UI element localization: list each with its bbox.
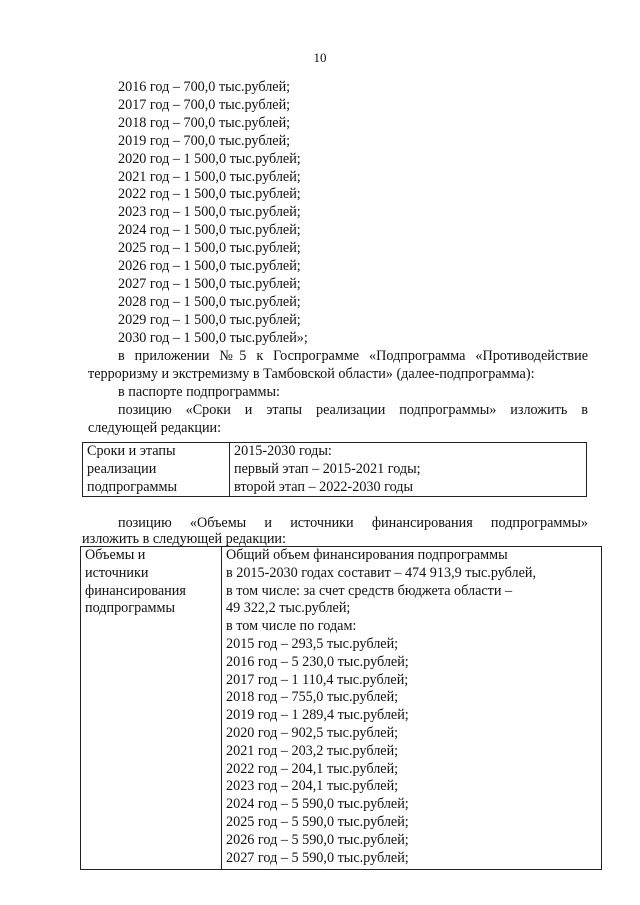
year-line: 2016 год – 700,0 тыс.рублей; — [118, 79, 291, 95]
year-line: 2020 год – 1 500,0 тыс.рублей; — [118, 150, 301, 167]
year-line: 2026 год – 1 500,0 тыс.рублей; — [118, 258, 301, 275]
appendix-paragraph-line1: в приложении №5 к Госпрограмме «Подпрограмма «Противодействие — [118, 348, 588, 364]
position2-paragraph-line1: позицию «Объемы и источники финансирования подпрограммы» — [118, 515, 588, 531]
table-cell-label: Сроки и этапы реализации подпрограммы — [83, 443, 230, 497]
year-line: 2025 год – 1 500,0 тыс.рублей; — [118, 240, 301, 257]
year-line: 2024 год – 1 500,0 тыс.рублей; — [118, 222, 301, 239]
table-row — [81, 547, 602, 870]
year-line: 2030 год – 1 500,0 тыс.рублей»; — [118, 329, 308, 346]
position1-paragraph-line1: позицию «Сроки и этапы реализации подпрограммы» изложить в — [118, 402, 588, 418]
appendix-paragraph-line2: терроризму и экстремизму в Тамбовской области» (далее-подпрограмма): — [88, 366, 535, 382]
year-line: 2023 год – 1 500,0 тыс.рублей; — [118, 204, 301, 221]
table-cell-value: Общий объем финансирования подпрограммы в 2015-2030 годах составит – 474 913,9 тыс.рублей, в том числе: за счет средств бюджета области – 49 322,2 тыс.рублей; в том числе по годам: 2015 год – 293,5 тыс.рублей; 2016 год – 5 230,0 тыс.рублей; 2017 год – 1 110,4 тыс.рублей; 2018 год – 755,0 тыс.рублей; 2019 год – 1 289,4 тыс.рублей; 2020 год – 902,5 тыс.рублей; 2021 год – 203,2 тыс.рублей; 2022 год – 204,1 тыс.рублей; 2023 год – 204,1 тыс.рублей; 2024 год – 5 590,0 тыс.рублей; 2025 год – 5 590,0 тыс.рублей; 2026 год – 5 590,0 тыс.рублей; 2027 год – 5 590,0 тыс.рублей; — [222, 547, 602, 870]
terms-stages-table — [82, 442, 587, 497]
year-line: 2029 год – 1 500,0 тыс.рублей; — [118, 311, 301, 328]
year-line: 2027 год – 1 500,0 тыс.рублей; — [118, 275, 301, 292]
passport-paragraph: в паспорте подпрограммы: — [118, 384, 280, 400]
year-line: 2028 год – 1 500,0 тыс.рублей; — [118, 293, 301, 310]
year-line: 2017 год – 700,0 тыс.рублей; — [118, 96, 291, 113]
page-number: 10 — [313, 50, 327, 65]
table-cell-label: Объемы и источники финансирования подпрограммы — [81, 547, 222, 870]
year-line: 2022 год – 1 500,0 тыс.рублей; — [118, 186, 301, 203]
year-line: 2018 год – 700,0 тыс.рублей; — [118, 114, 291, 131]
position2-paragraph-line2: изложить в следующей редакции: — [82, 531, 286, 547]
year-funding-list — [118, 79, 308, 348]
funding-table — [80, 546, 602, 870]
table-cell-value: 2015-2030 годы: первый этап – 2015-2021 годы; второй этап – 2022-2030 годы — [230, 443, 587, 497]
position1-paragraph-line2: следующей редакции: — [88, 420, 222, 436]
table-row — [83, 443, 587, 497]
year-line: 2019 год – 700,0 тыс.рублей; — [118, 132, 291, 149]
year-line: 2021 год – 1 500,0 тыс.рублей; — [118, 168, 301, 185]
